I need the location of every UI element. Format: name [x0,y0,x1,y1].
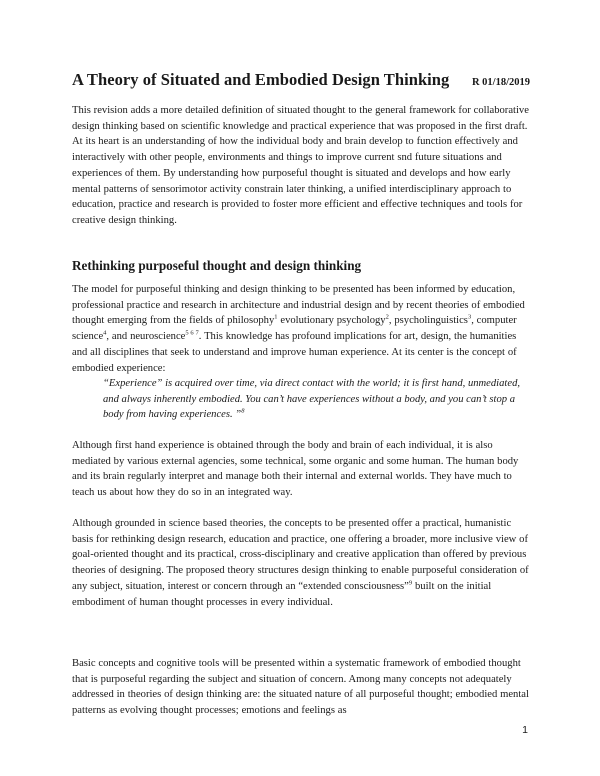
footnote-ref-1: 1 [274,313,278,321]
p1-text-c: , psycholinguistics [388,315,468,327]
p3-text-b: built on the initial embodiment of human thought processes in every individual. [72,580,492,608]
p1-text-f: . This knowledge has profound implications for art, design, the humanities and all disciplines that seek to understand and improve human experience. At its center is the concept of embodied experience: [72,331,517,374]
section-paragraph-3 [72,516,531,610]
footnote-ref-4: 4 [103,329,107,337]
page-number: 1 [522,724,528,736]
revision-date: R 01/18/2019 [471,77,530,88]
intro-paragraph: This revision adds a more detailed definition of situated thought to the general framework for collaborative design thinking based on scientific knowledge and practical experience that was proposed in the first draft. At its heart is an understanding of how the individual body and brain develop to function effectively and interactively with other people, environments and things to improve current snd future situations and experiences of them. By understanding how purposeful thought is situated and develops and how early mental patterns of sensorimotor activity constrain later thinking, a unified interdisciplinary approach to education, practice and research is provided to foster more efficient and effective techniques and tools for creative design thinking. [72,105,529,226]
footnote-ref-8: 8 [241,407,245,415]
section-paragraph-2: Although first hand experience is obtained through the body and brain of each individual, it is also mediated by various external agencies, some technical, some organic and some human. The human body and its brain regularly interpret and manage both their internal and external worlds. They have much to teach us about how they do so in an integrated way. [72,440,519,499]
section-paragraph-4: Basic concepts and cognitive tools will be presented within a systematic framework of embodied thought that is purposeful regarding the subject and situation of concern. Among many concepts not adequately addressed in theories of design thinking are: the situated nature of all purposeful thought; embodied mental patterns as evolving thought processes; emotions and feelings as [72,658,529,717]
title-row [72,70,530,90]
footnote-ref-2: 2 [385,313,389,321]
quote-text: “Experience” is acquired over time, via direct contact with the world; it is first hand, unmediated, and always inherently embodied. You can’t have experiences without a body, and you can’t stop a body from having experiences. ” [103,378,521,421]
p1-text-e: , and neuroscience [106,331,186,343]
section-heading: Rethinking purposeful thought and design thinking [72,258,362,273]
footnote-ref-3: 3 [467,313,472,321]
p1-text-d: , computer science [72,315,517,343]
section-paragraph-1 [72,282,531,376]
footnote-ref-5-6-7: 5 6 7 [185,329,199,337]
footnote-ref-9: 9 [408,579,413,587]
document-title: A Theory of Situated and Embodied Design Thinking [72,70,450,89]
block-quote [103,376,534,423]
p1-text-a: The model for purposeful thinking and design thinking to be presented has been informed by education, professional practice and research in architecture and industrial design and by recent theories of embodied thought emerging from the fields of philosophy [72,284,525,327]
p3-text-a: Although grounded in science based theories, the concepts to be presented offer a practical, humanistic basis for rethinking design research, education and practice, one offering a broader, more inclusive view of goal-oriented thought and its practical, cross-disciplinary and creative application than offered by previous theories of designing. The proposed theory structures design thinking to enable purposeful consideration of any subject, situation, interest or concern through an “extended consciousness” [72,518,529,592]
p1-text-b: evolutionary psychology [277,315,386,327]
